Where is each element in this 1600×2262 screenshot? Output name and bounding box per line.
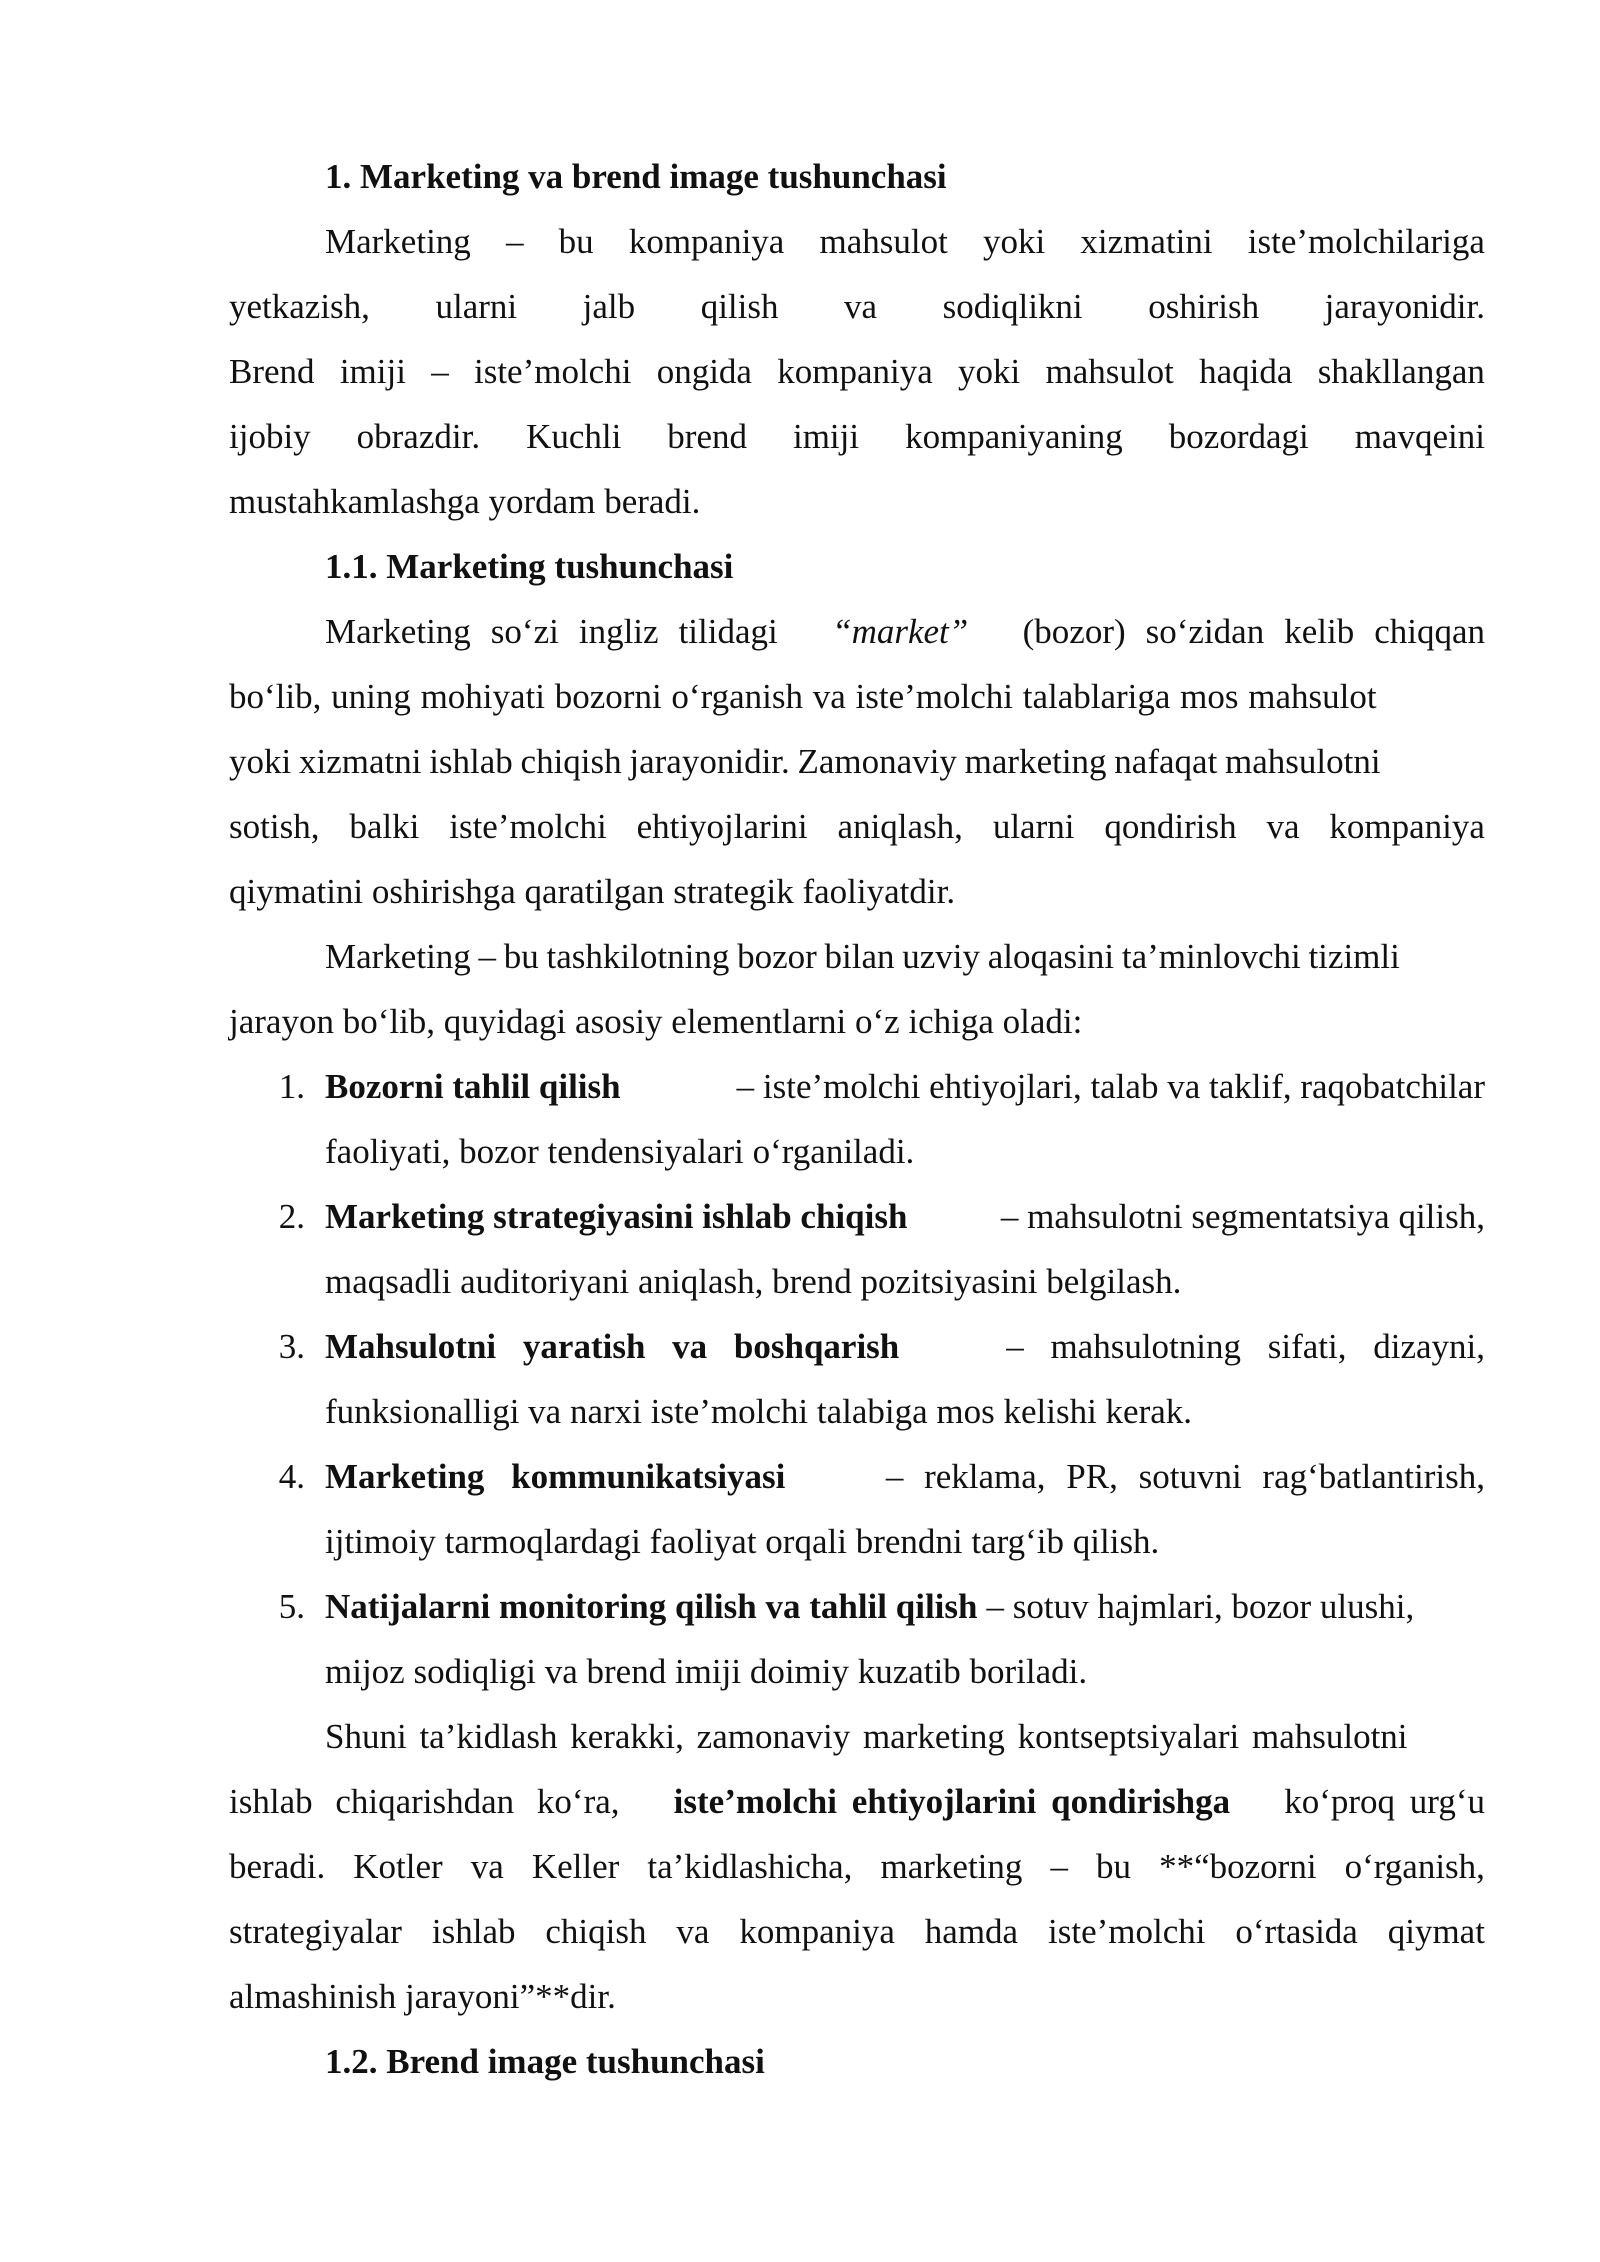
paragraph-line-emphasis — [229, 1769, 1485, 1834]
word: ijobiy — [229, 417, 311, 456]
list-item-description: – sotuv hajmlari, bozor ulushi, — [986, 1587, 1415, 1626]
word: yetkazish, — [229, 287, 370, 326]
list-item-term: Bozorni tahlil qilish — [325, 1067, 621, 1106]
word: qiymat — [1387, 1912, 1485, 1951]
paragraph-line — [229, 1899, 1485, 1964]
paragraph-line: bo‘lib, uning mohiyati bozorni o‘rganish va iste’molchi talablariga mos mahsulot — [229, 677, 1377, 716]
paragraph-line — [229, 339, 1485, 404]
list-item-continuation: funksionalligi va narxi iste’molchi talabiga mos kelishi kerak. — [325, 1392, 1193, 1431]
word: Keller — [531, 1847, 620, 1886]
word: ishlab — [431, 1912, 516, 1951]
list-item — [229, 1054, 1485, 1119]
word: imiji — [792, 417, 860, 456]
word: beradi. — [229, 1847, 326, 1886]
word: kelib — [1284, 612, 1355, 651]
word: Brend — [229, 352, 315, 391]
word: (bozor) — [1022, 612, 1126, 651]
list-item-description: – reklama, PR, sotuvni rag‘batlantirish, — [885, 1457, 1485, 1496]
word: o‘rganish, — [1344, 1847, 1485, 1886]
list-item-description: – iste’molchi ehtiyojlari, talab va taklif, raqobatchilar — [736, 1067, 1485, 1106]
word: bozordagi — [1168, 417, 1309, 456]
word: mahsulot — [819, 222, 948, 261]
word: Kotler — [353, 1847, 443, 1886]
paragraph-line — [229, 1834, 1485, 1899]
word: mahsulot — [1045, 352, 1174, 391]
list-number: 2. — [278, 1197, 305, 1236]
word: iste’molchilariga — [1247, 222, 1485, 261]
word: va — [1266, 807, 1300, 846]
list-item-term: Mahsulotni yaratish va boshqarish — [325, 1327, 900, 1366]
paragraph-line — [229, 794, 1485, 859]
list-item-continuation: maqsadli auditoriyani aniqlash, brend pozitsiyasini belgilash. — [325, 1262, 1182, 1301]
paragraph-line: jarayon bo‘lib, quyidagi asosiy elementlarni o‘z ichiga oladi: — [229, 1002, 1083, 1041]
paragraph-line — [229, 404, 1485, 469]
list-item-continuation: mijoz sodiqligi va brend imiji doimiy kuzatib boriladi. — [325, 1652, 1088, 1691]
list-item — [229, 1444, 1485, 1509]
word: – — [505, 222, 524, 261]
word: ta’kidlashicha, — [647, 1847, 853, 1886]
word: ongida — [656, 352, 752, 391]
word: chiqish — [545, 1912, 647, 1951]
word: ularni — [992, 807, 1075, 846]
word: ingliz — [578, 612, 659, 651]
list-item — [229, 1574, 1485, 1639]
word: kompaniya — [628, 222, 785, 261]
list-item-continuation: faoliyati, bozor tendensiyalari o‘rganiladi. — [325, 1132, 915, 1171]
list-item-description: – mahsulotning sifati, dizayni, — [1006, 1327, 1485, 1366]
paragraph-line — [229, 274, 1485, 339]
list-item-text — [325, 1574, 1485, 1639]
word: **“bozorni — [1159, 1847, 1317, 1886]
paragraph-line — [229, 209, 1485, 274]
word: bu — [1096, 1847, 1132, 1886]
word: – — [431, 352, 449, 391]
word: – — [1050, 1847, 1068, 1886]
paragraph-line: almashinish jarayoni”**dir. — [229, 1977, 616, 2016]
word-group — [325, 599, 778, 664]
italic-term: “market” — [832, 612, 969, 651]
word: iste’molchi — [449, 807, 607, 846]
word: xizmatini — [1080, 222, 1213, 261]
word: shakllangan — [1317, 352, 1485, 391]
paragraph-line: yoki xizmatni ishlab chiqish jarayonidir. Zamonaviy marketing nafaqat mahsulotni — [229, 742, 1381, 781]
word: tilidagi — [678, 612, 778, 651]
list-number: 1. — [278, 1067, 305, 1106]
list-item-continuation: ijtimoiy tarmoqlardagi faoliyat orqali brendni targ‘ib qilish. — [325, 1522, 1160, 1561]
word: oshirish — [1148, 287, 1260, 326]
document-body — [229, 144, 1485, 2094]
word: Marketing — [325, 222, 471, 261]
word: bu — [558, 222, 594, 261]
list-item-text — [325, 1054, 1485, 1119]
list-number: 5. — [278, 1587, 305, 1626]
word: brend — [667, 417, 747, 456]
word: va — [844, 287, 878, 326]
list-item-text — [325, 1314, 1485, 1379]
paragraph-line: Shuni ta’kidlash kerakki, zamonaviy marketing kontseptsiyalari mahsulotni — [325, 1717, 1408, 1756]
word: va — [470, 1847, 504, 1886]
word: sodiqlikni — [942, 287, 1083, 326]
list-item — [229, 1314, 1485, 1379]
list-item-description: – mahsulotni segmentatsiya qilish, — [1000, 1197, 1485, 1236]
word: marketing — [880, 1847, 1023, 1886]
word: ularni — [435, 287, 518, 326]
list-item-term: Marketing strategiyasini ishlab chiqish — [325, 1197, 908, 1236]
list-number: 4. — [278, 1457, 305, 1496]
word: yoki — [983, 222, 1046, 261]
word: va — [676, 1912, 710, 1951]
section-heading-1: 1. Marketing va brend image tushunchasi — [325, 157, 947, 196]
paragraph-line: Marketing – bu tashkilotning bozor bilan uzviy aloqasini ta’minlovchi tizimli — [325, 937, 1400, 976]
word: iste’molchi — [473, 352, 632, 391]
list-item-text — [325, 1184, 1485, 1249]
word: Marketing — [325, 612, 471, 651]
word: kompaniya — [777, 352, 933, 391]
word: mavqeini — [1354, 417, 1485, 456]
list-item-text — [325, 1444, 1485, 1509]
section-heading-1-1: 1.1. Marketing tushunchasi — [325, 547, 734, 586]
word: haqida — [1199, 352, 1293, 391]
text-run: ko‘proq urg‘u — [1284, 1782, 1485, 1821]
word: sotish, — [229, 807, 320, 846]
word: so‘zidan — [1145, 612, 1265, 651]
word: jarayonidir. — [1324, 287, 1485, 326]
text-run: ishlab chiqarishdan ko‘ra, — [229, 1782, 620, 1821]
word: yoki — [958, 352, 1021, 391]
paragraph-line-market — [229, 599, 1485, 664]
word: kompaniyaning — [905, 417, 1123, 456]
word: aniqlash, — [837, 807, 963, 846]
word: chiqqan — [1374, 612, 1485, 651]
list-item — [229, 1184, 1485, 1249]
paragraph-line: qiymatini oshirishga qaratilgan strategik faoliyatdir. — [229, 872, 956, 911]
word: so‘zi — [490, 612, 559, 651]
word: kompaniya — [1329, 807, 1485, 846]
word: balki — [349, 807, 420, 846]
paragraph-line: mustahkamlashga yordam beradi. — [229, 482, 701, 521]
word: imiji — [339, 352, 406, 391]
word: ehtiyojlarini — [636, 807, 808, 846]
word: strategiyalar — [229, 1912, 402, 1951]
section-heading-1-2: 1.2. Brend image tushunchasi — [325, 2042, 765, 2081]
numbered-list — [229, 1054, 1485, 1704]
word: iste’molchi — [1048, 1912, 1206, 1951]
word: jalb — [582, 287, 636, 326]
word-group — [1023, 599, 1485, 664]
list-item-term: Natijalarni monitoring qilish va tahlil qilish — [325, 1587, 978, 1626]
bold-run: iste’molchi ehtiyojlarini qondirishga — [673, 1782, 1231, 1821]
word: hamda — [924, 1912, 1019, 1951]
word: qondirish — [1104, 807, 1237, 846]
word: Kuchli — [526, 417, 622, 456]
word: obrazdir. — [356, 417, 481, 456]
list-number: 3. — [278, 1327, 305, 1366]
word: qilish — [700, 287, 779, 326]
list-item-term: Marketing kommunikatsiyasi — [325, 1457, 786, 1496]
word: kompaniya — [739, 1912, 895, 1951]
word: o‘rtasida — [1235, 1912, 1358, 1951]
